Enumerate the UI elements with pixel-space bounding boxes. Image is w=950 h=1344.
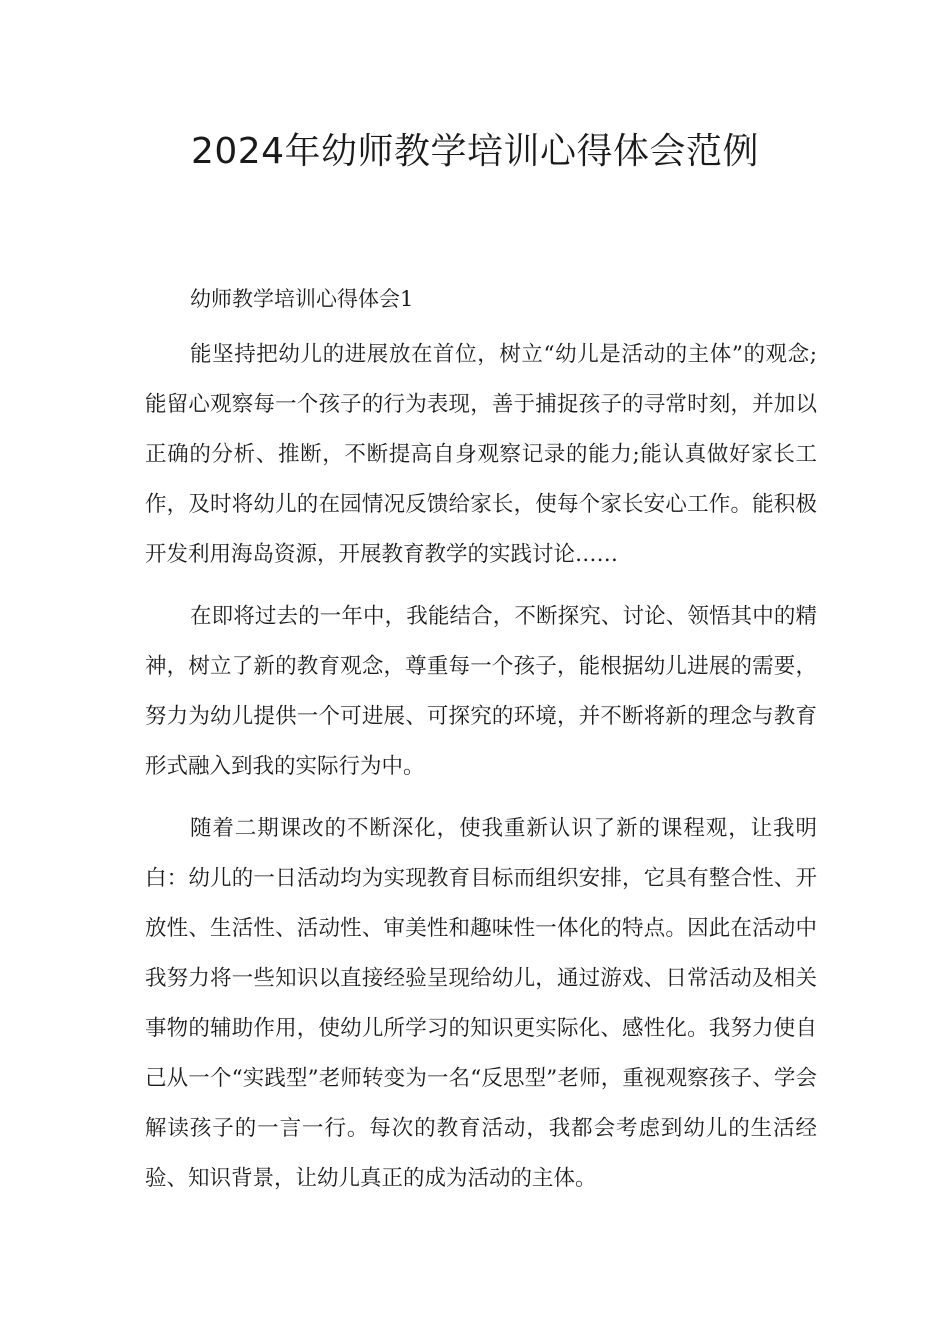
paragraph-2: 在即将过去的一年中，我能结合，不断探究、讨论、领悟其中的精神，树立了新的教育观念，尊重每一个孩子，能根据幼儿进展的需要，努力为幼儿提供一个可进展、可探究的环境，并不断将新的理念与教育形式融入到我的实际行为中。	[145, 604, 817, 779]
paragraph-1: 能坚持把幼儿的进展放在首位，树立“幼儿是活动的主体”的观念;能留心观察每一个孩子的行为表现，善于捕捉孩子的寻常时刻，并加以正确的分析、推断，不断提高自身观察记录的能力;能认真做好家长工作，及时将幼儿的在园情况反馈给家长，使每个家长安心工作。能积极开发利用海岛资源，开展教育教学的实践讨论……	[145, 342, 817, 567]
document-body	[145, 330, 817, 1216]
section-heading: 幼师教学培训心得体会1	[190, 287, 414, 311]
document-title: 2024年幼师教学培训心得体会范例	[190, 131, 760, 172]
paragraph-3: 随着二期课改的不断深化，使我重新认识了新的课程观，让我明白：幼儿的一日活动均为实现教育目标而组织安排，它具有整合性、开放性、生活性、活动性、审美性和趣味性一体化的特点。因此在活动中我努力将一些知识以直接经验呈现给幼儿，通过游戏、日常活动及相关事物的辅助作用，使幼儿所学习的知识更实际化、感性化。我努力使自己从一个“实践型”老师转变为一名“反思型”老师，重视观察孩子、学会解读孩子的一言一行。每次的教育活动，我都会考虑到幼儿的生活经验、知识背景，让幼儿真正的成为活动的主体。	[145, 816, 817, 1191]
